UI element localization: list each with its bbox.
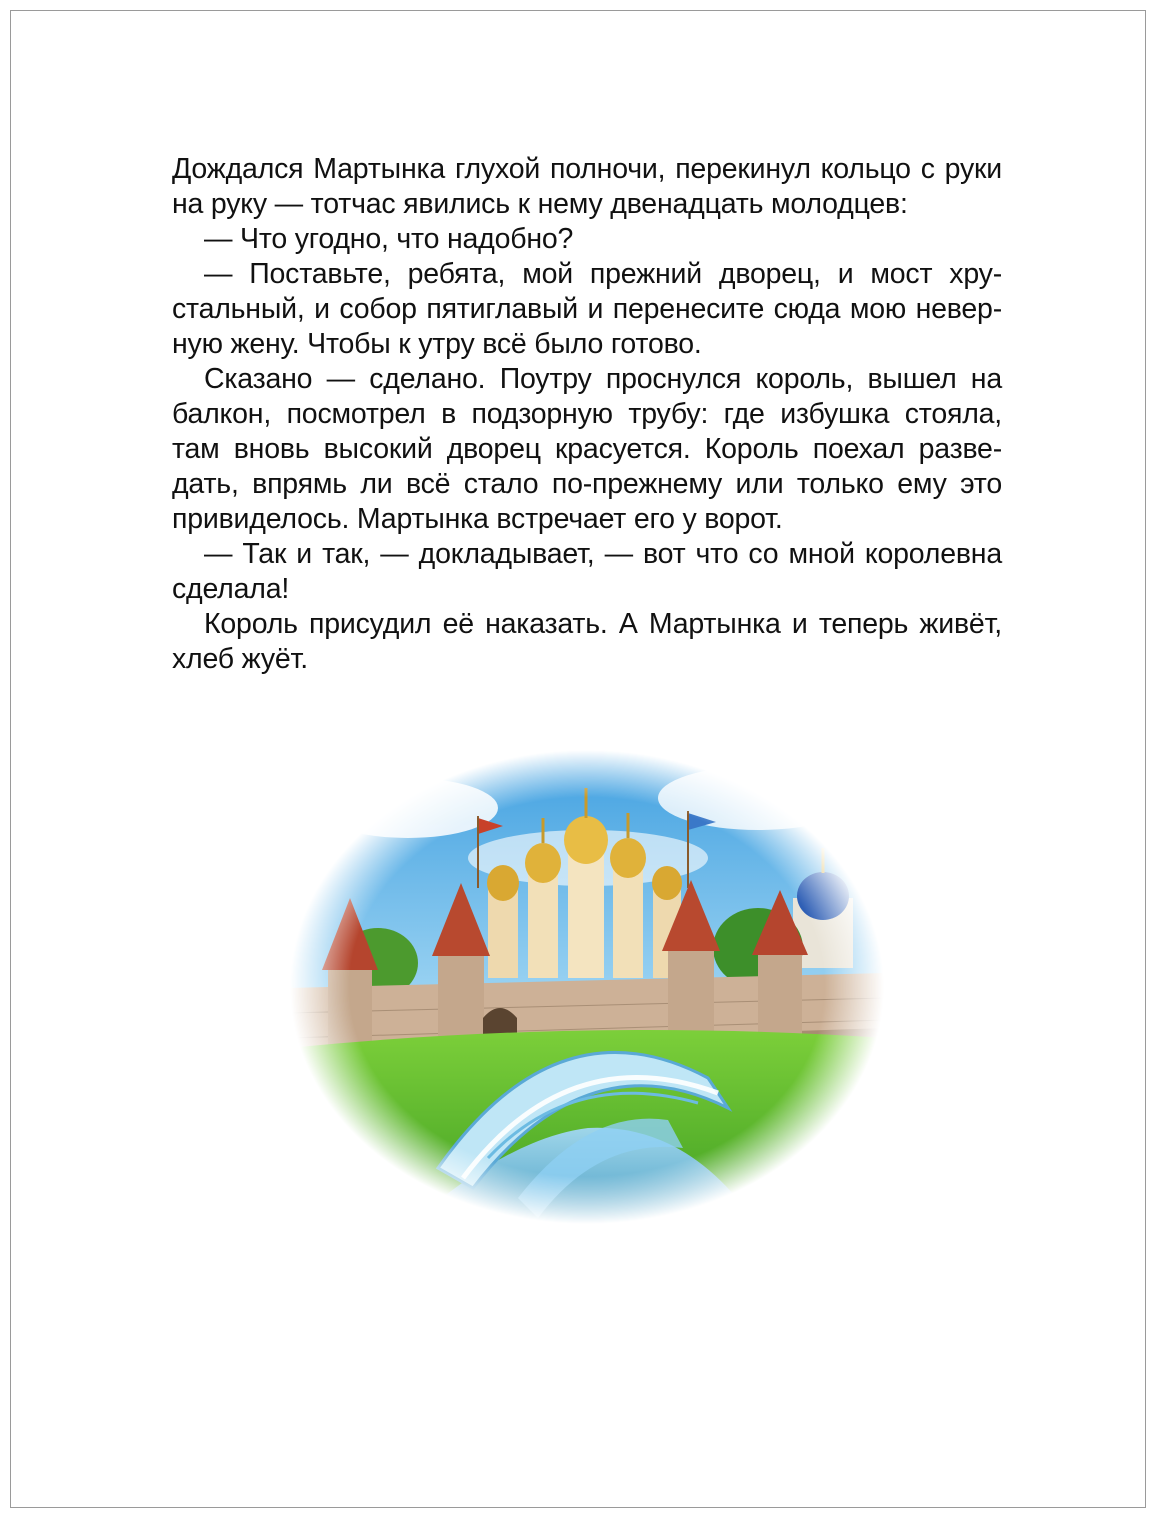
golden-dome (652, 866, 682, 900)
text-line-6: ную жену. Чтобы к утру всё было готово. (172, 328, 702, 360)
palace-illustration (288, 748, 886, 1226)
text-line-5: стальный, и собор пятиглавый и перенесите сюда мою невер- (172, 293, 1002, 325)
text-line-11: привиделось. Мартынка встречает его у ворот. (172, 503, 783, 535)
text-line-14: Король присудил её наказать. А Мартынка и теперь живёт, (204, 608, 1002, 640)
text-line-10: дать, впрямь ли всё стало по-прежнему или только ему это (172, 468, 1002, 500)
text-line-1: Дождался Мартынка глухой полночи, перекинул кольцо с руки (172, 153, 1002, 185)
golden-dome (525, 843, 561, 883)
text-line-13: сделала! (172, 573, 290, 605)
text-line-7: Сказано — сделано. Поутру проснулся король, вышел на (204, 363, 1002, 395)
blue-dome (797, 872, 849, 920)
dialogue-line-1: — Что угодно, что надобно? (204, 223, 574, 255)
text-line-9: там вновь высокий дворец красуется. Король поехал разве- (172, 433, 1002, 465)
story-text (172, 152, 1002, 677)
cloud (318, 778, 498, 838)
text-line-8: балкон, посмотрел в подзорную трубу: где избушка стояла, (172, 398, 1002, 430)
text-line-2: на руку — тотчас явились к нему двенадцать молодцев: (172, 188, 908, 220)
text-line-15: хлеб жуёт. (172, 643, 308, 675)
golden-dome (610, 838, 646, 878)
golden-dome (564, 816, 608, 864)
golden-dome (487, 865, 519, 901)
dialogue-line-2: — Поставьте, ребята, мой прежний дворец, и мост хру- (204, 258, 1002, 290)
dialogue-line-3: — Так и так, — докладывает, — вот что со мной королевна (204, 538, 1002, 570)
